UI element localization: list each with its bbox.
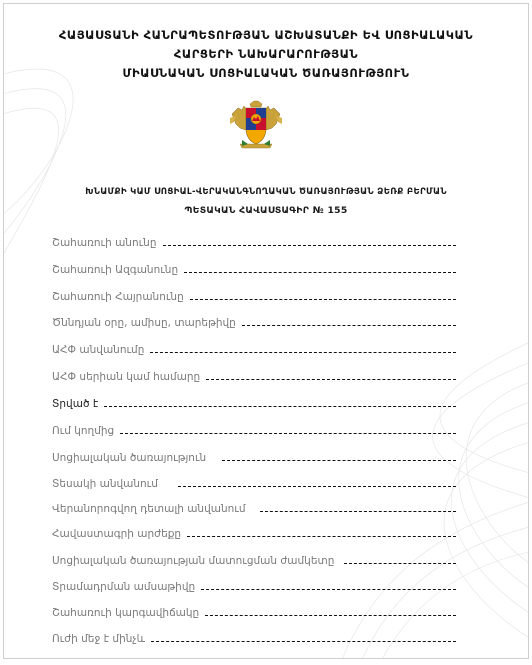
- fill-line: [150, 352, 456, 353]
- field-label: Շահառուի Ազգանունը: [52, 264, 179, 276]
- field-label: Հավաստագրի արժեքը: [52, 528, 182, 540]
- header-line-1: ՀԱՅԱՍՏԱՆԻ ՀԱՆՐԱՊԵՏՈՒԹՅԱՆ ԱՇԽԱՏԱՆՔԻ ԵՎ ՍՈՑԻԱԼԱԿԱՆ: [58, 28, 474, 42]
- header-line-2: ՀԱՐՑԵՐԻ ՆԱԽԱՐԱՐՈՒԹՅԱՆ: [173, 47, 359, 61]
- field-label: Սոցիալական ծառայություն: [52, 452, 207, 464]
- field-label: Ծննդյան օրը, ամիսը, տարեթիվը: [52, 317, 236, 329]
- field-beneficiary-status: [52, 602, 456, 620]
- fill-line: [104, 406, 456, 407]
- field-first-name: [52, 232, 456, 250]
- field-label: Տրամադրման ամսաթիվը: [52, 581, 196, 593]
- field-id-document-name: [52, 339, 456, 357]
- field-last-name: [52, 259, 456, 277]
- certificate-page: [3, 3, 529, 659]
- fill-line: [206, 379, 456, 380]
- fill-line: [187, 536, 456, 537]
- field-social-service: [52, 447, 456, 465]
- header-line-3: ՄԻԱՍՆԱԿԱՆ ՍՈՑԻԱԼԱԿԱՆ ԾԱՌԱՅՈՒԹՅՈՒՆ: [122, 66, 410, 80]
- field-label: Ուժի մեջ է մինչև: [52, 633, 146, 645]
- field-issued-by: [52, 420, 456, 438]
- field-label: ԱՀՓ սերիան կամ համարը: [52, 371, 201, 383]
- certificate-title: [4, 182, 528, 220]
- field-certificate-value: [52, 523, 456, 541]
- field-service-term: [52, 550, 456, 568]
- fill-line: [222, 460, 456, 461]
- fill-line: [184, 272, 456, 273]
- field-id-document-number: [52, 366, 456, 384]
- field-label: Շահառուի կարգավիճակը: [52, 607, 200, 619]
- field-label: Տրված է: [52, 398, 99, 410]
- field-label: Տեսակի անվանում: [52, 478, 158, 490]
- field-patronymic: [52, 286, 456, 304]
- fill-line: [344, 563, 456, 564]
- field-label: ԱՀՓ անվանումը: [52, 344, 145, 356]
- field-valid-until: [52, 628, 456, 646]
- field-birth-date: [52, 312, 456, 330]
- certificate-title-line-1: ԽՆԱՄՔԻ ԿԱՄ ՍՈՑԻԱԼ-ՎԵՐԱԿԱՆԳՆՈՂԱԿԱՆ ԾԱՌԱՅՈՒԹՅԱՆ ՁԵՌՔ ԲԵՐՄԱՆ: [85, 187, 447, 197]
- field-label: Ում կողմից: [52, 425, 115, 437]
- field-label: Շահառուի Հայրանունը: [52, 291, 184, 303]
- field-label: Շահառուի անունը: [52, 237, 157, 249]
- fill-line: [178, 486, 456, 487]
- ministry-header: [4, 26, 528, 83]
- fill-line: [201, 589, 456, 590]
- fill-line: [151, 641, 456, 642]
- fill-line: [163, 245, 457, 246]
- fill-line: [260, 511, 457, 512]
- field-type-name: [52, 473, 456, 491]
- field-repaired-part: [52, 498, 456, 516]
- armenian-coat-of-arms-icon: [228, 100, 284, 152]
- field-issued-date: [52, 393, 456, 411]
- field-label: Սոցիալական ծառայության մատուցման ժամկետը: [52, 555, 335, 567]
- fill-line: [190, 299, 456, 300]
- field-provision-date: [52, 576, 456, 594]
- field-label: Վերանորոգվող դետալի անվանում: [52, 503, 246, 515]
- fill-line: [120, 433, 456, 434]
- certificate-title-line-2: ՊԵՏԱԿԱՆ ՀԱՎԱՍՏԱԳԻՐ № 155: [184, 205, 348, 216]
- fill-line: [242, 325, 456, 326]
- fill-line: [205, 615, 456, 616]
